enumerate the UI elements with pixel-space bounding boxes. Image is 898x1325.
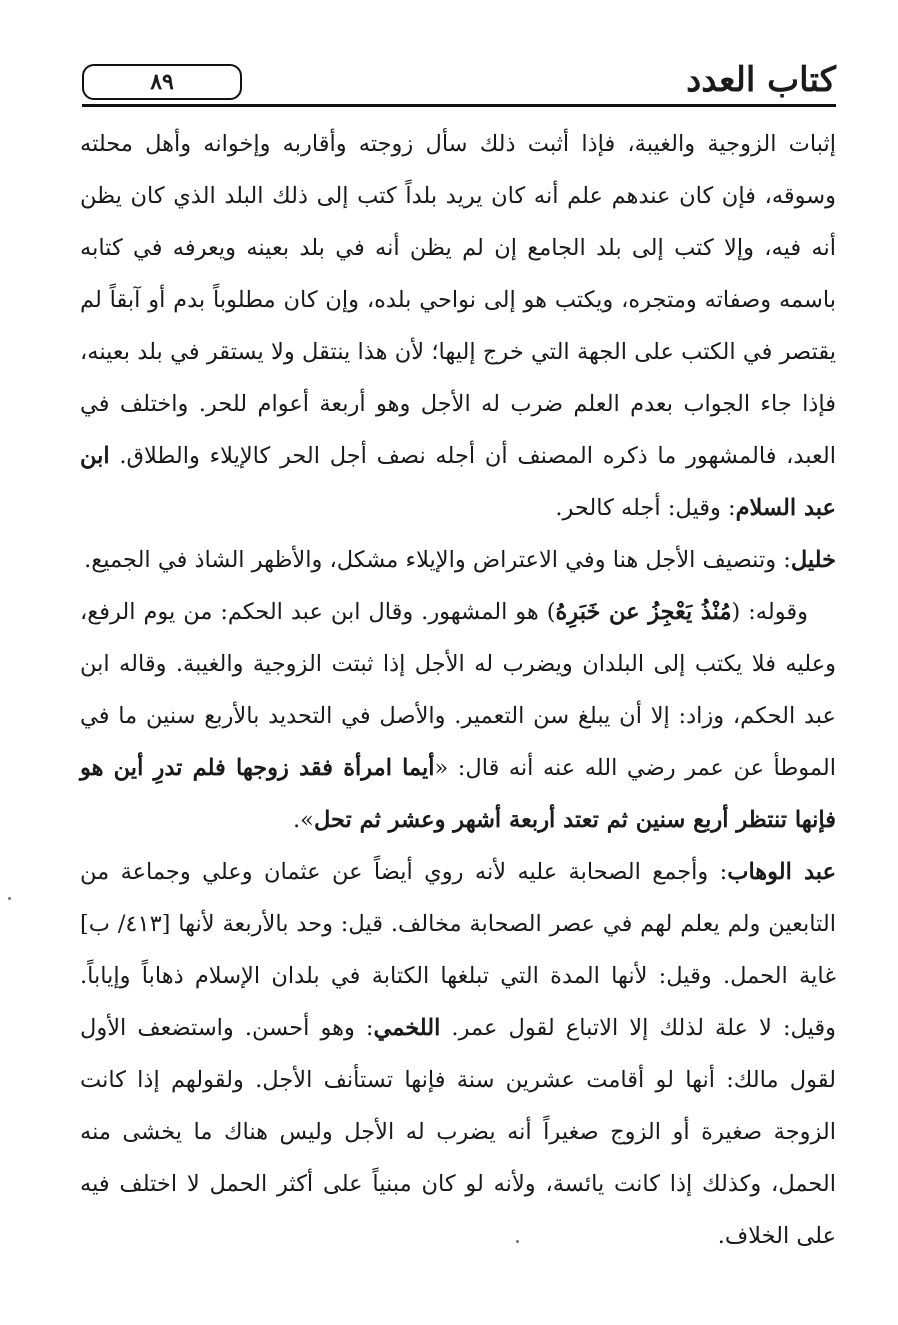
scan-speck	[516, 1240, 519, 1243]
text-run: ».	[293, 807, 314, 833]
scan-speck	[8, 897, 11, 900]
text-run: : وتنصيف الأجل هنا وفي الاعتراض والإيلاء مشكل، والأظهر الشاذ في الجميع.	[84, 547, 791, 573]
text-run: إثبات الزوجية والغيبة، فإذا أثبت ذلك سأل زوجته وأقاربه وإخوانه وأهل محلته وسوقه، فإن كان عندهم علم أنه كان يريد بلداً كتب إلى ذلك البلد الذي كان يظن أنه فيه، وإلا كتب إلى بلد الجامع إن لم يظن أنه في بلد بعينه ويعرفه في كتابه باسمه وصفاته ومتجره، ويكتب هو إلى نواحي بلده، وإن كان مطلوباً بدم أو آبقاً لم يقتصر في الكتب على الجهة التي خرج إليها؛ لأن هذا ينتقل ولا يستقر في بلد بعينه، فإذا جاء الجواب بعدم العلم ضرب له الأجل وهو أربعة أعوام للحر. واختلف في العبد، فالمشهور ما ذكره المصنف أن أجله نصف أجل الحر كالإيلاء والطلاق.	[80, 131, 836, 469]
bold-term: مُنْذُ يَعْجِزُ عن خَبَرِهُ	[555, 599, 732, 625]
paragraph	[80, 118, 836, 534]
bold-term: ابن عبد السلام	[80, 443, 836, 521]
paragraph	[80, 846, 836, 1262]
paragraph	[80, 586, 836, 846]
text-run: وقوله: (	[731, 599, 808, 625]
running-title: كتاب العدد	[686, 60, 836, 100]
text-run: : وقيل: أجله كالحر.	[555, 495, 736, 521]
paragraph	[80, 534, 836, 586]
text-run: : وهو أحسن. واستضعف الأول لقول مالك: أنها لو أقامت عشرين سنة فإنها تستأنف الأجل. ولقولهم إذا كانت الزوجة صغيرة أو الزوج صغيراً أنه يضرب له الأجل وليس هناك ما يخشى منه الحمل، وكذلك إذا كانت يائسة، ولأنه لو كان مبنياً على أكثر الحمل لا اختلف فيه على الخلاف.	[80, 1015, 836, 1249]
bold-term: اللخمي	[373, 1015, 441, 1041]
text-run: ) هو المشهور. وقال ابن عبد الحكم: من يوم الرفع، وعليه فلا يكتب إلى البلدان ويضرب له الأجل إذا ثبتت الزوجية والغيبة. وقاله ابن عبد الحكم، وزاد: إلا أن يبلغ سن التعمير. والأصل في التحديد بالأربع سنين ما في الموطأ عن عمر رضي الله عنه أنه قال: «	[80, 599, 837, 781]
bold-term: أيما امرأة فقد زوجها فلم تدرِ أين هو فإنها تنتظر أربع سنين ثم تعتد أربعة أشهر وعشر ثم تحل	[80, 755, 836, 833]
header-divider	[82, 104, 836, 107]
bold-term: خليل	[790, 547, 836, 573]
page-header	[78, 60, 836, 104]
text-run: : وأجمع الصحابة عليه لأنه روي أيضاً عن عثمان وعلي وجماعة من التابعين ولم يعلم لهم في عصر الصحابة مخالف. قيل: وحد بالأربعة لأنها [٤١٣/ ب] غاية الحمل. وقيل: لأنها المدة التي تبلغها الكتابة في بلدان الإسلام ذهاباً وإياباً. وقيل: لا علة لذلك إلا الاتباع لقول عمر.	[80, 859, 836, 1041]
body-text	[80, 118, 836, 1262]
page-number: ٨٩	[82, 64, 242, 100]
bold-term: عبد الوهاب	[727, 859, 836, 885]
